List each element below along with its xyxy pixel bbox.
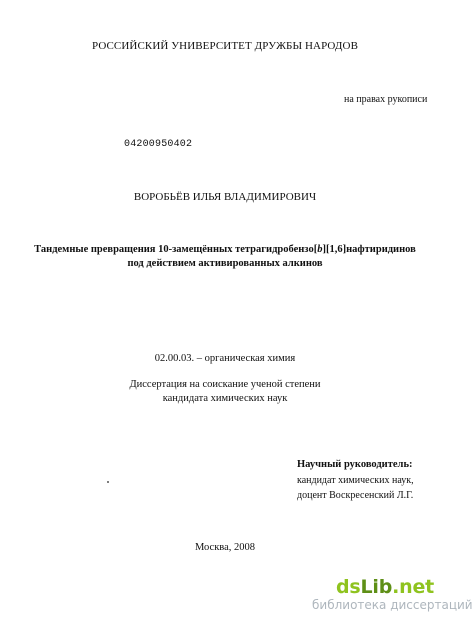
- supervisor-name: доцент Воскресенский Л.Г.: [297, 490, 414, 501]
- degree-line-1: Диссертация на соискание ученой степени: [129, 379, 321, 390]
- dslib-logo[interactable]: [336, 576, 434, 598]
- scan-speck: [107, 481, 109, 483]
- logo-part-net: .net: [392, 576, 435, 598]
- manuscript-rights-note: на правах рукописи: [344, 94, 428, 105]
- title-part-a: Тандемные превращения 10-замещённых тетрагидробензо[: [34, 244, 318, 255]
- logo-part-lib: Lib: [360, 576, 393, 598]
- dslib-subtitle: библиотека диссертаций: [312, 598, 473, 612]
- supervisor-degree: кандидат химических наук,: [297, 475, 414, 486]
- city-year: Москва, 2008: [194, 542, 256, 553]
- supervisor-heading: Научный руководитель:: [297, 459, 413, 470]
- author-name: ВОРОБЬЁВ ИЛЬЯ ВЛАДИМИРОВИЧ: [133, 191, 317, 203]
- degree-line-2: кандидата химических наук: [162, 393, 288, 404]
- specialty-code: 02.00.03. – органическая химия: [154, 353, 296, 364]
- title-part-italic: b: [317, 244, 323, 255]
- dslib-watermark[interactable]: [310, 576, 473, 620]
- dissertation-title-line-1: [0, 243, 450, 256]
- dissertation-title-line-2: под действием активированных алкинов: [127, 258, 323, 269]
- catalog-code: 04200950402: [124, 139, 193, 150]
- logo-part-ds: ds: [336, 576, 361, 598]
- university-name: РОССИЙСКИЙ УНИВЕРСИТЕТ ДРУЖБЫ НАРОДОВ: [91, 40, 359, 52]
- title-part-c: ][1,6]нафтиридинов: [322, 244, 416, 255]
